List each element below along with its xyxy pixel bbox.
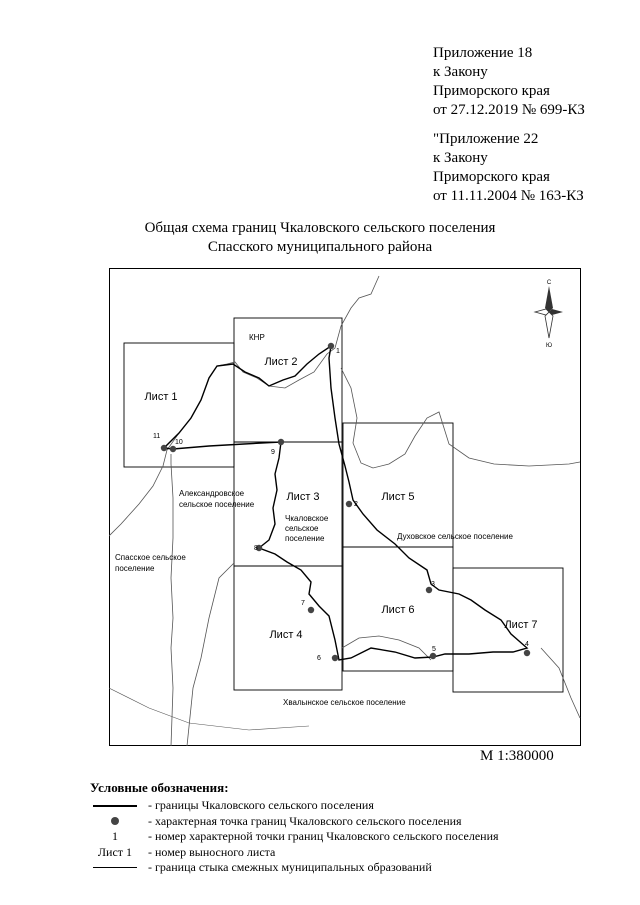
legend-item — [90, 844, 276, 861]
legend — [90, 780, 499, 876]
sheet-label-4: Лист 4 — [269, 629, 303, 641]
boundary-point — [308, 607, 314, 613]
sheet-label-6: Лист 6 — [381, 604, 415, 616]
map-scale: М 1:380000 — [480, 748, 554, 764]
appendix-line: к Закону — [433, 150, 488, 166]
compass-south-label: Ю — [545, 343, 553, 349]
legend-symbol-sheet: Лист 1 — [97, 844, 133, 859]
sheet-label-7: Лист 7 — [504, 619, 538, 631]
boundary-map — [109, 268, 581, 746]
region-label-chkalovskoe: Чкаловское — [285, 514, 329, 523]
region-label-spasskoe: Спасское сельское — [115, 553, 186, 562]
compass-north-label: С — [546, 280, 552, 286]
legend-text: - граница стыка смежных муниципальных образований — [148, 860, 432, 874]
legend-item — [90, 813, 462, 830]
region-label-spasskoe: поселение — [115, 564, 155, 573]
region-label-chkalovskoe: сельское — [285, 524, 319, 533]
sheet-label-5: Лист 5 — [381, 491, 415, 503]
region-label-aleksandrovskoe: Александровское — [179, 489, 245, 498]
boundary-point — [170, 446, 176, 452]
boundary-point — [346, 501, 352, 507]
point-number-5: 5 — [432, 646, 436, 653]
point-number-3: 3 — [431, 581, 435, 588]
point-number-7: 7 — [301, 600, 305, 607]
appendix-line: Приморского края — [433, 83, 550, 99]
point-number-4: 4 — [525, 641, 529, 648]
appendix-line: от 11.11.2004 № 163-КЗ — [433, 188, 584, 204]
appendix-line: "Приложение 22 — [433, 131, 539, 147]
boundary-point — [278, 439, 284, 445]
appendix-line: Приложение 18 — [433, 45, 533, 61]
boundary-point — [161, 445, 167, 451]
region-label-aleksandrovskoe: сельское поселение — [179, 500, 255, 509]
point-number-6: 6 — [317, 655, 321, 662]
legend-text: - номер выносного листа — [148, 844, 276, 859]
legend-symbol-boundary — [90, 798, 140, 813]
region-label-dukhovskoe: Духовское сельское поселение — [397, 532, 513, 541]
appendix-line: к Закону — [433, 64, 488, 80]
boundary-point — [328, 343, 334, 349]
region-label-china: КНР — [249, 333, 265, 342]
point-number-8: 8 — [254, 545, 258, 552]
legend-item — [90, 860, 432, 876]
point-number-9: 9 — [271, 449, 275, 456]
page-title: Общая схема границ Чкаловского сельского поселения — [144, 220, 496, 236]
point-number-2: 2 — [354, 501, 358, 508]
sheet-label-2: Лист 2 — [264, 356, 298, 368]
region-label-chkalovskoe: поселение — [285, 534, 325, 543]
appendix-current — [433, 44, 585, 120]
page-subtitle: Спасского муниципального района — [207, 239, 433, 255]
legend-text: - границы Чкаловского сельского поселения — [148, 798, 374, 812]
legend-symbol-point — [90, 814, 140, 829]
boundary-point — [430, 653, 436, 659]
sheet-label-3: Лист 3 — [286, 491, 320, 503]
appendix-line: Приморского края — [433, 169, 550, 185]
legend-item — [90, 798, 374, 814]
legend-text: - характерная точка границ Чкаловского сельского поселения — [148, 813, 462, 828]
point-number-1: 1 — [336, 348, 340, 355]
boundary-point — [524, 650, 530, 656]
appendix-original — [433, 130, 584, 206]
appendix-line: от 27.12.2019 № 699-КЗ — [433, 102, 585, 118]
point-number-10: 10 — [175, 439, 183, 446]
boundary-point — [332, 655, 338, 661]
legend-text: - номер характерной точки границ Чкаловского сельского поселения — [148, 829, 499, 843]
region-label-khvalynskoe: Хвалынское сельское поселение — [283, 698, 406, 707]
sheet-label-1: Лист 1 — [144, 391, 178, 403]
point-number-11: 11 — [153, 433, 161, 440]
legend-symbol-neighbor-boundary — [90, 860, 140, 875]
legend-title: Условные обозначения: — [90, 780, 229, 795]
legend-symbol-number: 1 — [112, 829, 118, 843]
legend-item — [90, 829, 499, 845]
